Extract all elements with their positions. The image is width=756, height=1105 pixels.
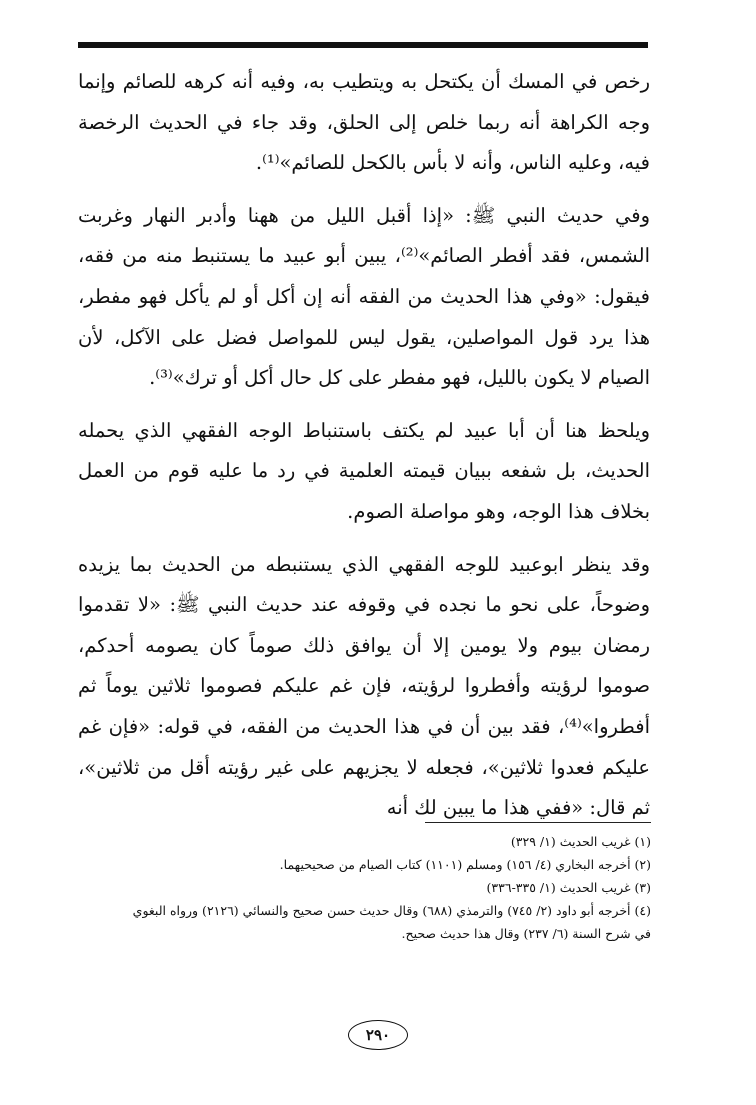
paragraph-1: رخص في المسك أن يكتحل به ويتطيب به، وفيه أنه كرهه للصائم وإنما وجه الكراهة أنه ربما خلص إلى الحلق، وقد جاء في الحديث الرخصة فيه، وعليه الناس، وأنه لا بأس بالكحل للصائم»⁽¹⁾. — [78, 70, 650, 175]
paragraph-4: وقد ينظر ابوعبيد للوجه الفقهي الذي يستنبطه من الحديث بما يزيده وضوحاً، على نحو ما نجده في وقوفه عند حديث النبي ﷺ: «لا تقدموا رمضان بيوم ولا يومين إلا أن يوافق ذلك صوماً كان يصومه أحدكم، صوموا لرؤيته وأفطروا لرؤيته، فإن غم عليكم فصوموا ثلاثين يوماً ثم أفطروا»⁽⁴⁾، فقد بين أن في هذا الحديث من الفقه، في قوله: «فإن غم عليكم فعدوا ثلاثين»، فجعله لا يجزيهم على غير رؤيته أقل من ثلاثين»، ثم قال: «ففي هذا ما يبين لك أنه — [78, 552, 650, 820]
footnote-separator — [425, 822, 651, 823]
footnote-4: (٤) أخرجه أبو داود (٢/ ٧٤٥) والترمذي (٦٨٨) وقال حديث حسن صحيح والنسائي (٢١٢٦) ورواه البغوي في شرح السنة (٦/ ٢٣٧) وقال هذا حديث صحيح. — [132, 903, 651, 941]
footnotes — [120, 830, 651, 945]
footnote-1: (١) غريب الحديث (١/ ٣٢٩) — [510, 834, 651, 849]
main-text — [78, 62, 650, 829]
footnote-3: (٣) غريب الحديث (١/ ٣٣٥-٣٣٦) — [486, 880, 651, 895]
header-rule — [78, 42, 648, 48]
paragraph-3: ويلحظ هنا أن أبا عبيد لم يكتف باستنباط الوجه الفقهي الذي يحمله الحديث، بل شفعه ببيان قيمته العلمية في رد ما عليه قوم من العمل بخلاف هذا الوجه، وهو مواصلة الصوم. — [78, 418, 650, 523]
paragraph-2: وفي حديث النبي ﷺ: «إذا أقبل الليل من ههنا وأدبر النهار وغربت الشمس، فقد أفطر الصائم»⁽²⁾، يبين أبو عبيد ما يستنبط منه من فقه، فيقول: «وفي هذا الحديث من الفقه أنه إن أكل أو لم يأكل فهو مفطر، هذا يرد قول المواصلين، يقول ليس للمواصل فضل على الآكل، لأن الصيام لا يكون بالليل، فهو مفطر على كل حال أكل أو ترك»⁽³⁾. — [78, 203, 650, 390]
page-number: ٢٩٠ — [348, 1020, 408, 1050]
footnote-2: (٢) أخرجه البخاري (٤/ ١٥٦) ومسلم (١١٠١) كتاب الصيام من صحيحيهما. — [279, 857, 651, 872]
